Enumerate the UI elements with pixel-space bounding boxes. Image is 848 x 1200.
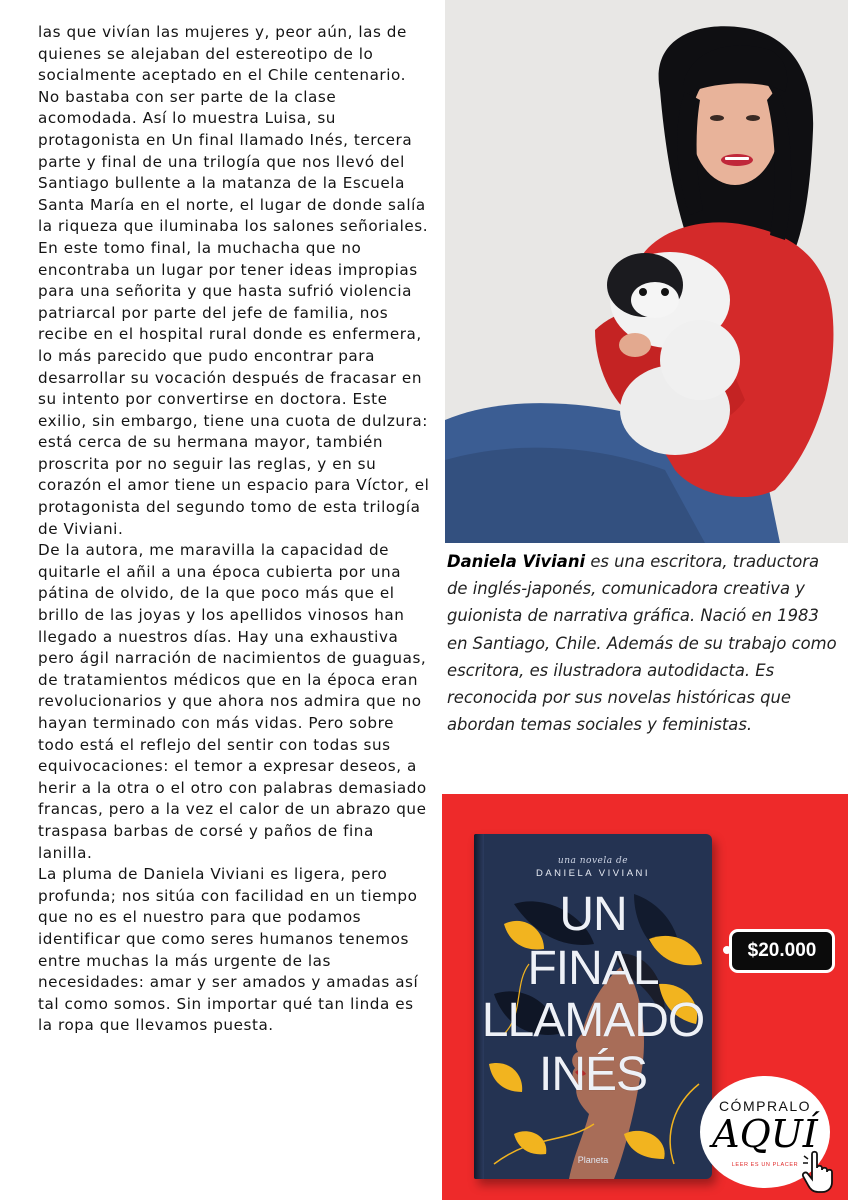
price-tag: $20.000 xyxy=(729,929,835,973)
author-bio xyxy=(447,548,839,738)
author-name: Daniela Viviani xyxy=(447,552,586,571)
book-title-line: FINAL xyxy=(527,942,659,995)
book-title-line: INÉS xyxy=(538,1048,648,1101)
buy-button-tagline: LEER ES UN PLACER xyxy=(731,1162,799,1168)
book-cover[interactable] xyxy=(474,834,712,1179)
article-paragraph: De la autora, me maravilla la capacidad de quitarle el añil a una época cubierta por una pátina de olvido, de la que poco más que el brillo de las joyas y los apellidos vinosos han llegado a nuestros días. Hay una exhaustiva pero ágil narración de nacimientos de guaguas, de tratamientos médicos que en la época eran revolucionarios y que ahora nos admira que no hayan terminado con más vidas. Pero sobre todo está el reflejo del sentir con todas sus equivocaciones: el temor a expresar deseos, a herir a la otra o el otro con palabras demasiado francas, pero a la vez el calor de un abrazo que traspasa barbas de corsé y paños de fina lanilla. xyxy=(38,541,427,862)
author-bio-text: es una escritora, traductora de inglés-japonés, comunicadora creativa y guionista de narrativa gráfica. Nació en 1983 en Santiago, Chile. Además de su trabajo como escritora, es ilustradora autodidacta. Es reconocida por sus novelas históricas que abordan temas sociales y feministas. xyxy=(447,552,837,735)
hand-cursor-icon xyxy=(800,1150,840,1194)
article-body xyxy=(38,22,430,1037)
article-paragraph: las que vivían las mujeres y, peor aún, las de quienes se alejaban del estereotipo de lo socialmente aceptado en el Chile centenario. xyxy=(38,23,407,85)
book-author: DANIELA VIVIANI xyxy=(535,868,651,879)
book-title-line: UN xyxy=(559,888,627,941)
author-illustration xyxy=(445,0,848,543)
book-kicker: una novela de xyxy=(557,856,629,866)
book-publisher: Planeta xyxy=(577,1155,609,1165)
buy-button-main-label: AQUÍ xyxy=(712,1112,818,1156)
promo-panel xyxy=(442,794,848,1200)
author-photo xyxy=(445,0,848,543)
buy-button-top-label: CÓMPRALO xyxy=(718,1098,812,1114)
article-paragraph: La pluma de Daniela Viviani es ligera, pero profunda; nos sitúa con facilidad en un tiempo que no es el nuestro para que podamos identificar que como seres humanos tenemos entre muchas la más urgente de las necesidades: amar y ser amados y amadas así tal como somos. Sin importar qué tan linda es la ropa que llevamos puesta. xyxy=(38,865,419,1035)
article-paragraph: No bastaba con ser parte de la clase acomodada. Así lo muestra Luisa, su protagonista en Un final llamado Inés, tercera parte y final de una trilogía que nos llevó del Santiago bullente a la matanza de la Escuela Santa María en el norte, el lugar de donde salía la riqueza que iluminaba los salones señoriales. En este tomo final, la muchacha que no encontraba un lugar por tener ideas impropias para una señorita y que hasta sufrió violencia patriarcal por parte del jefe de familia, nos recibe en el hospital rural donde es enfermera, lo más parecido que pudo encontrar para desarrollar su vocación después de fracasar en su intento por convertirse en doctora. Este exilio, sin embargo, tiene una cuota de dulzura: está cerca de su hermana mayor, también proscrita por no seguir las reglas, y en su corazón el amor tiene un espacio para Víctor, el protagonista del segundo tomo de esta trilogía de Viviani. xyxy=(38,87,430,538)
book-title-line: LLAMADO xyxy=(481,994,705,1047)
